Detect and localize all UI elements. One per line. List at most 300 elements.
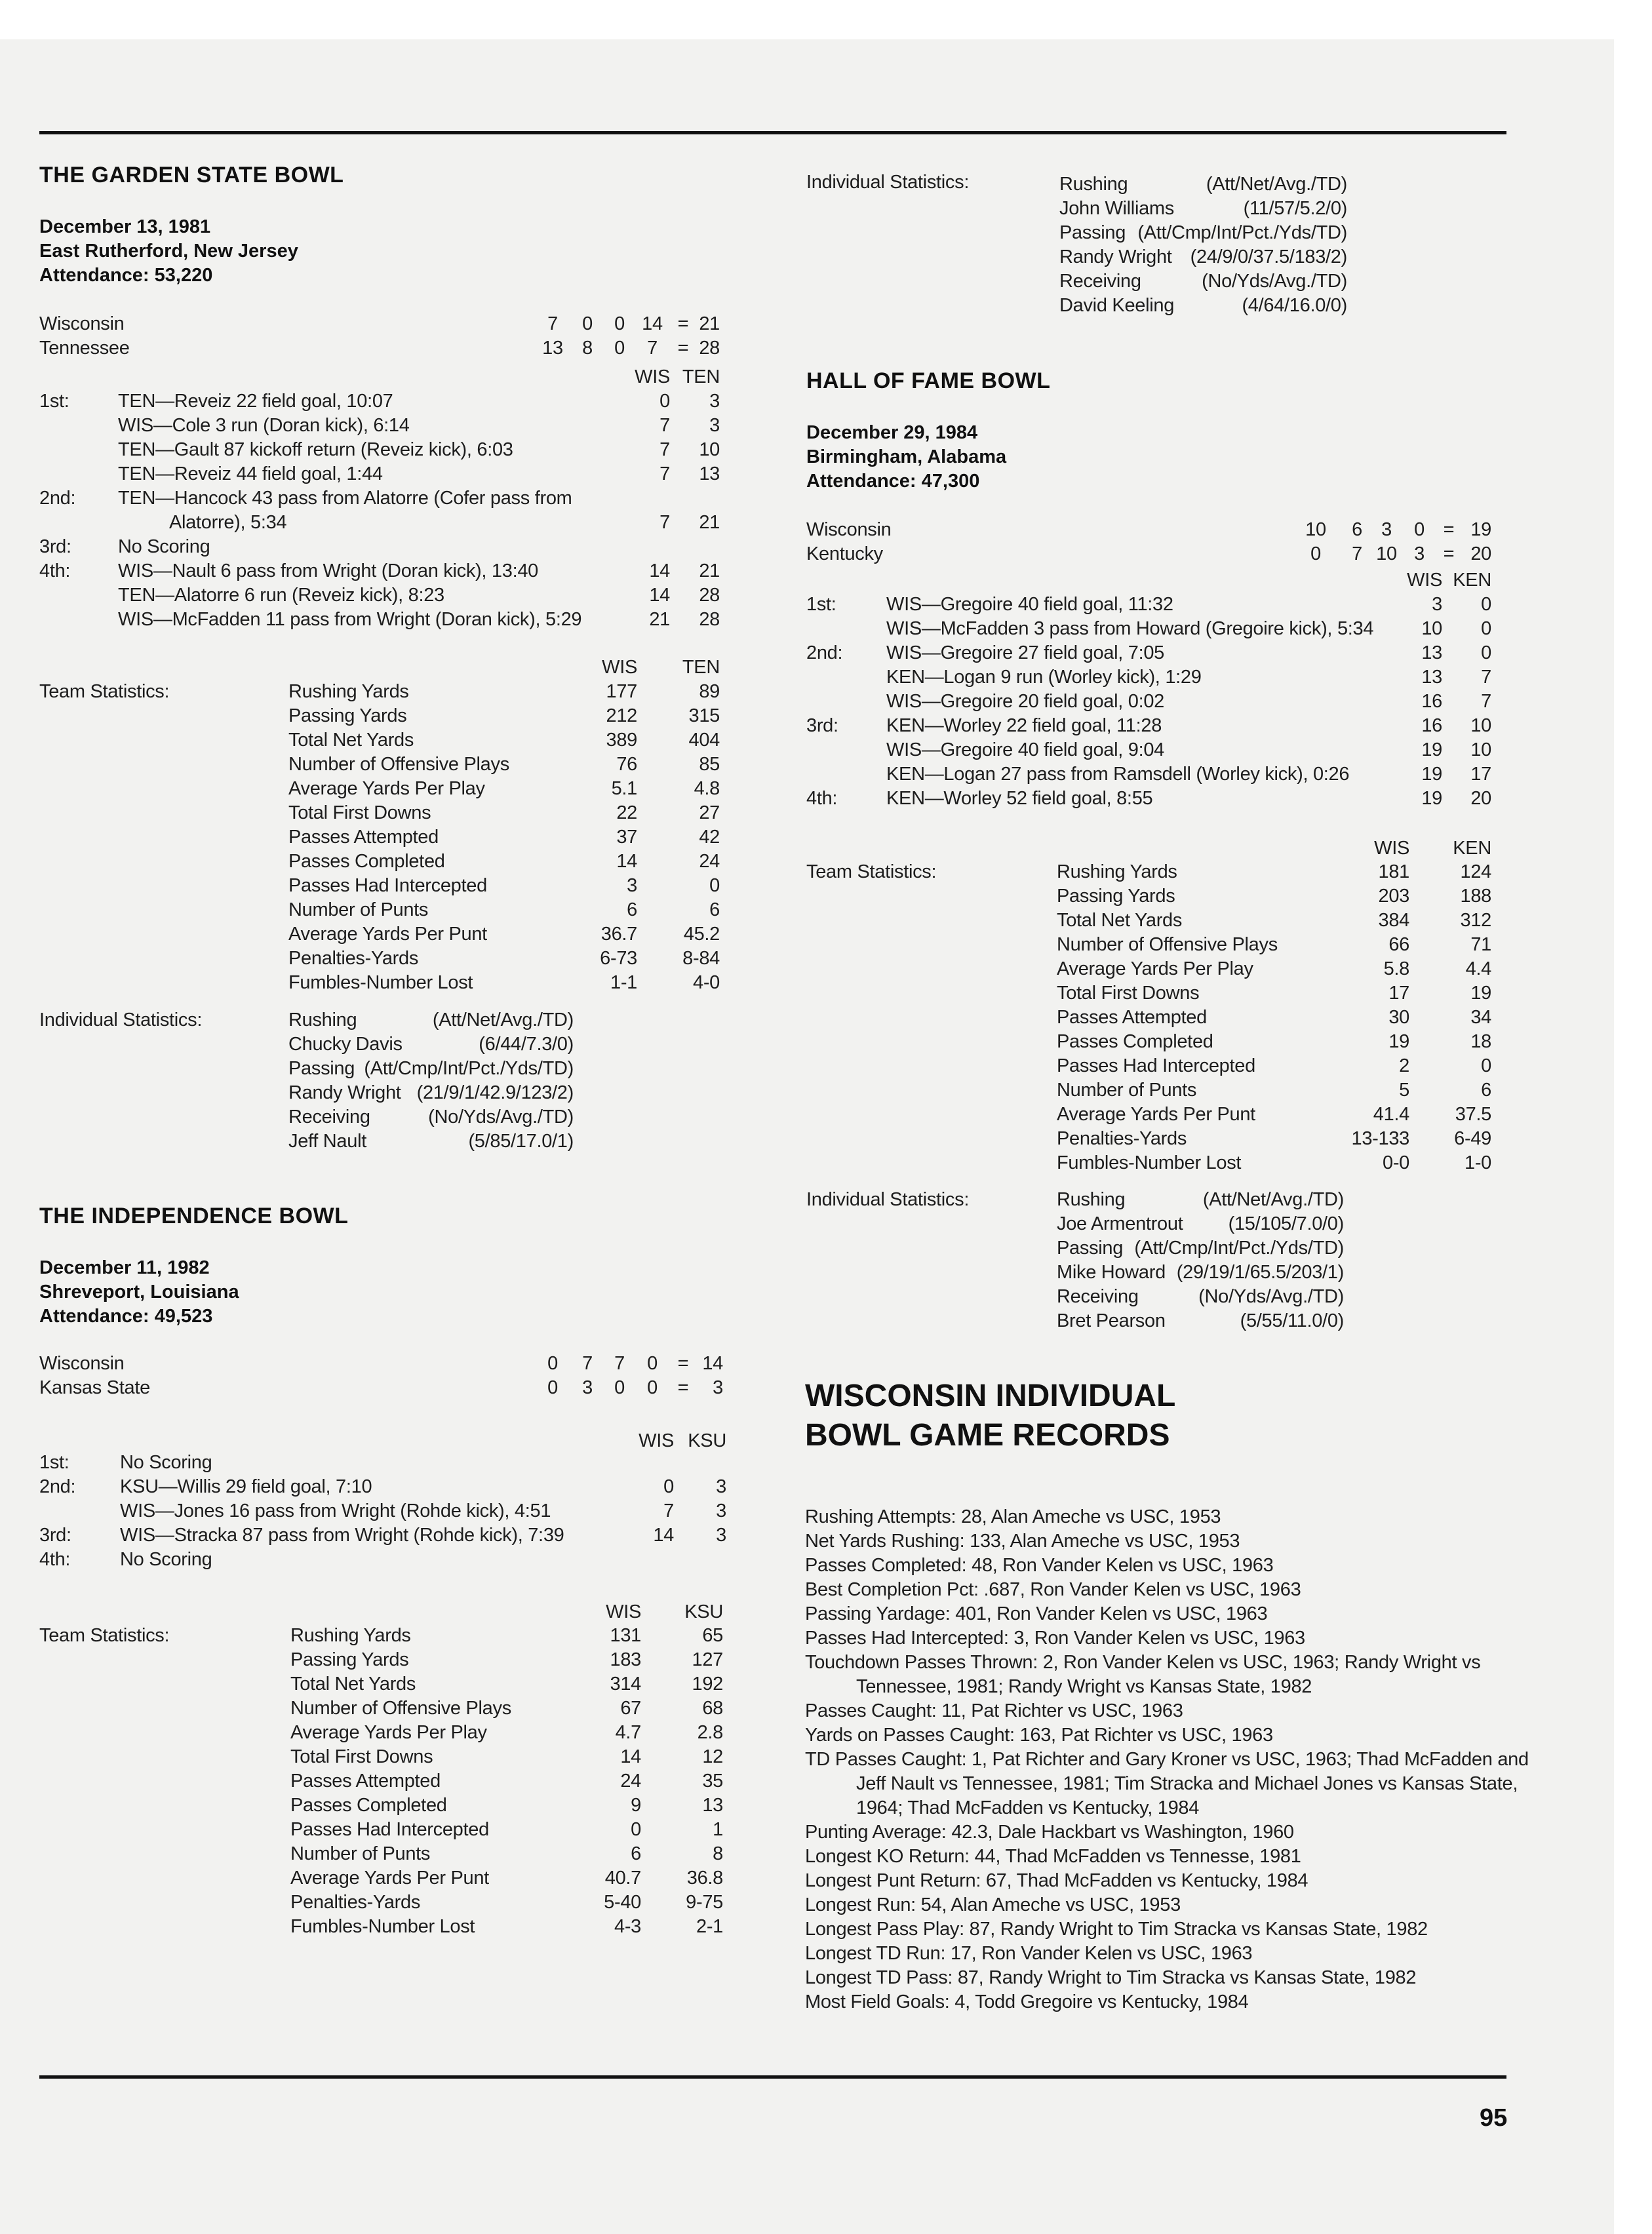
team-stat-away: 24 — [699, 851, 720, 872]
score-quarter-4: 0 — [1414, 519, 1425, 540]
individual-stat-label: Mike Howard — [1057, 1262, 1166, 1283]
individual-statistics-label: Individual Statistics: — [806, 1189, 970, 1210]
score-quarter-3: 7 — [614, 1353, 625, 1374]
record-item: Best Completion Pct: .687, Ron Vander Kelen vs USC, 1963 — [805, 1579, 1301, 1600]
play-description: WIS—Gregoire 40 field goal, 11:32 — [886, 594, 1173, 615]
play-description: WIS—McFadden 11 pass from Wright (Doran kick), 5:29 — [118, 609, 582, 630]
independence-date: December 11, 1982 — [39, 1257, 210, 1278]
score-quarter-1: 0 — [1310, 543, 1321, 564]
play-score-home: 13 — [1421, 667, 1442, 688]
play-period: 3rd: — [39, 1525, 71, 1546]
team-stat-label: Passing Yards — [288, 705, 407, 726]
play-score-away: 10 — [1470, 715, 1491, 736]
play-score-away: 0 — [1481, 618, 1491, 639]
individual-stat-label: Rushing — [1059, 174, 1128, 195]
play-description: TEN—Gault 87 kickoff return (Reveiz kick), 6:03 — [118, 439, 513, 460]
team-stat-home: 30 — [1388, 1007, 1409, 1028]
score-team-name: Wisconsin — [39, 313, 125, 334]
team-stat-label: Penalties-Yards — [1057, 1128, 1187, 1149]
individual-stat-label: Randy Wright — [288, 1082, 401, 1103]
play-period: 3rd: — [39, 536, 71, 557]
team-stat-label: Rushing Yards — [288, 681, 409, 702]
column-header-away: KEN — [1453, 570, 1491, 591]
individual-stat-value: (Att/Cmp/Int/Pct./Yds/TD) — [364, 1058, 574, 1079]
play-score-away: 7 — [1481, 691, 1491, 712]
stats-header-away: KSU — [684, 1601, 723, 1622]
score-quarter-1: 10 — [1305, 519, 1326, 540]
team-stat-label: Passes Had Intercepted — [288, 875, 487, 896]
garden-location: East Rutherford, New Jersey — [39, 241, 298, 262]
play-description: TEN—Reveiz 44 field goal, 1:44 — [118, 463, 383, 484]
score-team-name: Tennessee — [39, 338, 130, 359]
individual-stat-value: (5/85/17.0/1) — [468, 1131, 574, 1152]
play-score-home: 7 — [659, 439, 670, 460]
play-score-home: 13 — [1421, 642, 1442, 663]
team-stat-home: 14 — [616, 851, 637, 872]
team-stat-home: 40.7 — [604, 1868, 641, 1889]
individual-stat-value: (Att/Net/Avg./TD) — [432, 1009, 574, 1030]
individual-stat-label: Receiving — [1059, 271, 1141, 292]
individual-stat-value: (21/9/1/42.9/123/2) — [416, 1082, 574, 1103]
play-score-home: 0 — [663, 1476, 674, 1497]
play-period: 1st: — [39, 1452, 69, 1473]
play-description: No Scoring — [120, 1549, 212, 1570]
team-stat-label: Average Yards Per Punt — [288, 924, 487, 945]
team-stat-away: 19 — [1470, 983, 1491, 1004]
score-quarter-4: 3 — [1414, 543, 1425, 564]
play-period: 2nd: — [806, 642, 843, 663]
team-stat-home: 24 — [620, 1771, 641, 1792]
play-period: 1st: — [806, 594, 836, 615]
record-item: Passing Yardage: 401, Ron Vander Kelen vs USC, 1963 — [805, 1603, 1268, 1624]
individual-stat-value: (15/105/7.0/0) — [1228, 1213, 1344, 1234]
stats-header-home: WIS — [602, 657, 637, 678]
team-stat-away: 36.8 — [686, 1868, 723, 1889]
team-stat-home: 1-1 — [610, 972, 637, 993]
team-stat-label: Number of Offensive Plays — [288, 754, 509, 775]
team-stat-home: 181 — [1378, 861, 1409, 882]
team-stat-label: Fumbles-Number Lost — [1057, 1152, 1242, 1173]
play-period: 4th: — [806, 788, 838, 809]
score-equals: = — [677, 1377, 689, 1398]
team-stat-label: Fumbles-Number Lost — [288, 972, 473, 993]
play-description: WIS—Cole 3 run (Doran kick), 6:14 — [118, 415, 410, 436]
individual-stat-value: (Att/Cmp/Int/Pct./Yds/TD) — [1137, 222, 1347, 243]
play-score-away: 3 — [709, 415, 720, 436]
score-equals: = — [677, 338, 689, 359]
team-stat-home: 9 — [631, 1795, 641, 1816]
play-score-away: 13 — [699, 463, 720, 484]
score-equals: = — [1443, 543, 1455, 564]
team-statistics-label: Team Statistics: — [806, 861, 937, 882]
team-stat-label: Number of Offensive Plays — [1057, 934, 1278, 955]
team-stat-home: 4-3 — [614, 1916, 641, 1937]
score-quarter-2: 6 — [1352, 519, 1362, 540]
team-stat-label: Average Yards Per Play — [288, 778, 485, 799]
team-stat-home: 0 — [631, 1819, 641, 1840]
record-item: Most Field Goals: 4, Todd Gregoire vs Kentucky, 1984 — [805, 1991, 1249, 2012]
page-top-margin — [0, 0, 1652, 39]
team-stat-home: 6 — [627, 899, 637, 920]
score-quarter-3: 10 — [1376, 543, 1397, 564]
individual-stat-value: (No/Yds/Avg./TD) — [1198, 1286, 1344, 1307]
column-header-home: WIS — [639, 1430, 674, 1451]
team-stat-away: 37.5 — [1455, 1104, 1491, 1125]
record-item: Touchdown Passes Thrown: 2, Ron Vander Kelen vs USC, 1963; Randy Wright vs — [805, 1652, 1481, 1673]
score-quarter-2: 8 — [582, 338, 593, 359]
individual-stat-label: Receiving — [288, 1107, 370, 1127]
score-quarter-2: 3 — [582, 1377, 593, 1398]
play-score-away: 20 — [1470, 788, 1491, 809]
team-stat-home: 19 — [1388, 1031, 1409, 1052]
stats-header-home: WIS — [606, 1601, 641, 1622]
play-score-away: 3 — [709, 391, 720, 412]
team-stat-away: 4.8 — [694, 778, 720, 799]
individual-stat-value: (Att/Net/Avg./TD) — [1206, 174, 1347, 195]
bottom-rule — [39, 2075, 1506, 2079]
record-item: Longest Punt Return: 67, Thad McFadden vs Kentucky, 1984 — [805, 1870, 1308, 1891]
stats-header-home: WIS — [1374, 838, 1409, 859]
team-stat-label: Number of Punts — [1057, 1080, 1197, 1101]
team-stat-away: 85 — [699, 754, 720, 775]
play-score-away: 7 — [1481, 667, 1491, 688]
individual-stat-label: Passing — [1059, 222, 1126, 243]
play-description: Alatorre), 5:34 — [169, 512, 287, 533]
team-stat-home: 13-133 — [1351, 1128, 1409, 1149]
score-quarter-2: 7 — [1352, 543, 1362, 564]
score-total: 28 — [699, 338, 720, 359]
play-description: KSU—Willis 29 field goal, 7:10 — [120, 1476, 372, 1497]
team-stat-label: Passing Yards — [290, 1649, 409, 1670]
team-stat-away: 0 — [709, 875, 720, 896]
individual-stat-label: David Keeling — [1059, 295, 1175, 316]
team-stat-label: Average Yards Per Punt — [290, 1868, 489, 1889]
team-stat-home: 36.7 — [600, 924, 637, 945]
team-stat-label: Average Yards Per Play — [1057, 958, 1253, 979]
team-stat-away: 35 — [702, 1771, 723, 1792]
team-stat-away: 9-75 — [686, 1892, 723, 1913]
individual-stat-label: Randy Wright — [1059, 246, 1172, 267]
column-header-home: WIS — [635, 366, 670, 387]
play-score-away: 21 — [699, 560, 720, 581]
play-score-away: 10 — [699, 439, 720, 460]
play-description: KEN—Logan 9 run (Worley kick), 1:29 — [886, 667, 1202, 688]
team-stat-away: 13 — [702, 1795, 723, 1816]
team-stat-away: 4-0 — [692, 972, 720, 993]
record-item-continued: Tennessee, 1981; Randy Wright vs Kansas State, 1982 — [856, 1676, 1312, 1697]
play-score-home: 7 — [659, 512, 670, 533]
team-stat-away: 42 — [699, 827, 720, 848]
stats-header-away: TEN — [682, 657, 720, 678]
play-description: WIS—Gregoire 20 field goal, 0:02 — [886, 691, 1165, 712]
team-stat-label: Total First Downs — [290, 1746, 433, 1767]
individual-statistics-label: Individual Statistics: — [39, 1009, 203, 1030]
play-description: WIS—McFadden 3 pass from Howard (Gregoire kick), 5:34 — [886, 618, 1374, 639]
team-stat-home: 3 — [627, 875, 637, 896]
play-score-away: 3 — [716, 1525, 726, 1546]
score-team-name: Kentucky — [806, 543, 883, 564]
individual-stat-label: Rushing — [1057, 1189, 1126, 1210]
play-score-home: 7 — [663, 1500, 674, 1521]
play-score-home: 14 — [649, 560, 670, 581]
team-stat-home: 66 — [1388, 934, 1409, 955]
individual-stat-value: (4/64/16.0/0) — [1242, 295, 1347, 316]
team-stat-label: Passes Had Intercepted — [1057, 1055, 1255, 1076]
team-stat-label: Passes Had Intercepted — [290, 1819, 489, 1840]
score-quarter-1: 0 — [547, 1377, 558, 1398]
play-score-home: 19 — [1421, 764, 1442, 785]
team-stat-away: 2.8 — [697, 1722, 723, 1743]
team-stat-label: Passing Yards — [1057, 886, 1175, 907]
play-score-home: 16 — [1421, 691, 1442, 712]
score-quarter-2: 7 — [582, 1353, 593, 1374]
record-item: Net Yards Rushing: 133, Alan Ameche vs USC, 1953 — [805, 1531, 1240, 1552]
play-score-home: 7 — [659, 463, 670, 484]
record-item: TD Passes Caught: 1, Pat Richter and Gary Kroner vs USC, 1963; Thad McFadden and — [805, 1749, 1529, 1770]
play-period: 1st: — [39, 391, 69, 412]
garden-attendance: Attendance: 53,220 — [39, 265, 213, 286]
play-description: KEN—Logan 27 pass from Ramsdell (Worley kick), 0:26 — [886, 764, 1350, 785]
individual-stat-value: (24/9/0/37.5/183/2) — [1190, 246, 1347, 267]
play-period: 4th: — [39, 560, 71, 581]
team-stat-home: 183 — [610, 1649, 641, 1670]
score-quarter-1: 0 — [547, 1353, 558, 1374]
team-stat-label: Penalties-Yards — [290, 1892, 421, 1913]
team-stat-away: 71 — [1470, 934, 1491, 955]
play-period: 2nd: — [39, 1476, 76, 1497]
score-quarter-4: 7 — [647, 338, 658, 359]
team-stat-home: 314 — [610, 1674, 641, 1695]
team-stat-label: Average Yards Per Play — [290, 1722, 487, 1743]
team-stat-home: 5.8 — [1383, 958, 1409, 979]
team-stat-label: Number of Punts — [288, 899, 429, 920]
team-stat-away: 6 — [1481, 1080, 1491, 1101]
play-period: 2nd: — [39, 488, 76, 509]
play-score-home: 14 — [653, 1525, 674, 1546]
individual-stat-label: Rushing — [288, 1009, 357, 1030]
team-stat-home: 37 — [616, 827, 637, 848]
play-score-away: 28 — [699, 585, 720, 606]
team-stat-away: 68 — [702, 1698, 723, 1719]
individual-stat-value: (No/Yds/Avg./TD) — [428, 1107, 574, 1127]
individual-statistics-label: Individual Statistics: — [806, 172, 970, 193]
score-quarter-1: 13 — [542, 338, 563, 359]
play-score-away: 3 — [716, 1500, 726, 1521]
team-stat-label: Passes Completed — [288, 851, 445, 872]
score-quarter-1: 7 — [547, 313, 558, 334]
play-description: WIS—Gregoire 27 field goal, 7:05 — [886, 642, 1165, 663]
team-stat-away: 192 — [692, 1674, 723, 1695]
team-stat-away: 8-84 — [682, 948, 720, 969]
team-stat-label: Average Yards Per Punt — [1057, 1104, 1255, 1125]
play-score-home: 16 — [1421, 715, 1442, 736]
team-stat-away: 18 — [1470, 1031, 1491, 1052]
play-score-home: 10 — [1421, 618, 1442, 639]
record-item: Punting Average: 42.3, Dale Hackbart vs Washington, 1960 — [805, 1822, 1294, 1843]
stats-header-away: KEN — [1453, 838, 1491, 859]
team-stat-away: 2-1 — [696, 1916, 723, 1937]
play-description: WIS—Stracka 87 pass from Wright (Rohde kick), 7:39 — [120, 1525, 564, 1546]
record-item: Longest KO Return: 44, Thad McFadden vs Tennesse, 1981 — [805, 1846, 1301, 1867]
score-quarter-3: 3 — [1381, 519, 1392, 540]
play-score-home: 0 — [659, 391, 670, 412]
score-team-name: Kansas State — [39, 1377, 150, 1398]
team-stat-home: 5-40 — [604, 1892, 641, 1913]
team-stat-away: 34 — [1470, 1007, 1491, 1028]
team-stat-label: Passes Attempted — [288, 827, 439, 848]
score-total: 3 — [713, 1377, 723, 1398]
play-description: WIS—Gregoire 40 field goal, 9:04 — [886, 739, 1165, 760]
play-score-away: 10 — [1470, 739, 1491, 760]
individual-stat-label: Bret Pearson — [1057, 1310, 1166, 1331]
halloffame-attendance: Attendance: 47,300 — [806, 471, 980, 492]
record-item: Longest Pass Play: 87, Randy Wright to Tim Stracka vs Kansas State, 1982 — [805, 1919, 1428, 1940]
team-statistics-label: Team Statistics: — [39, 1625, 170, 1646]
play-description: WIS—Nault 6 pass from Wright (Doran kick), 13:40 — [118, 560, 538, 581]
page-right-margin — [1614, 39, 1652, 2234]
records-title-line2: BOWL GAME RECORDS — [805, 1418, 1170, 1453]
team-stat-home: 177 — [606, 681, 637, 702]
page-number: 95 — [1480, 2104, 1508, 2132]
team-stat-label: Passes Attempted — [290, 1771, 441, 1792]
independence-attendance: Attendance: 49,523 — [39, 1306, 213, 1327]
record-item: Longest Run: 54, Alan Ameche vs USC, 1953 — [805, 1894, 1181, 1915]
team-stat-home: 41.4 — [1373, 1104, 1409, 1125]
score-equals: = — [677, 313, 689, 334]
play-description: No Scoring — [118, 536, 210, 557]
halloffame-location: Birmingham, Alabama — [806, 446, 1007, 467]
score-quarter-3: 0 — [614, 313, 625, 334]
play-score-home: 19 — [1421, 788, 1442, 809]
independence-location: Shreveport, Louisiana — [39, 1282, 239, 1303]
team-stat-home: 212 — [606, 705, 637, 726]
team-stat-home: 203 — [1378, 886, 1409, 907]
team-stat-label: Passes Attempted — [1057, 1007, 1207, 1028]
play-score-home: 19 — [1421, 739, 1442, 760]
column-header-away: TEN — [682, 366, 720, 387]
score-quarter-2: 0 — [582, 313, 593, 334]
team-stat-away: 6-49 — [1454, 1128, 1491, 1149]
team-stat-away: 124 — [1460, 861, 1491, 882]
team-stat-home: 6-73 — [600, 948, 637, 969]
individual-stat-value: (11/57/5.2/0) — [1243, 198, 1347, 219]
team-stat-label: Passes Completed — [1057, 1031, 1213, 1052]
records-title-line1: WISCONSIN INDIVIDUAL — [805, 1379, 1176, 1413]
team-stat-label: Rushing Yards — [1057, 861, 1177, 882]
score-total: 19 — [1470, 519, 1491, 540]
play-description: No Scoring — [120, 1452, 212, 1473]
score-quarter-4: 14 — [642, 313, 663, 334]
score-team-name: Wisconsin — [39, 1353, 125, 1374]
team-statistics-label: Team Statistics: — [39, 681, 170, 702]
play-score-home: 21 — [649, 609, 670, 630]
individual-stat-label: Passing — [1057, 1238, 1124, 1259]
team-stat-away: 312 — [1460, 910, 1491, 931]
individual-stat-label: Chucky Davis — [288, 1034, 403, 1055]
individual-stat-value: (5/55/11.0/0) — [1240, 1310, 1344, 1331]
record-item-continued: 1964; Thad McFadden vs Kentucky, 1984 — [856, 1797, 1200, 1818]
score-quarter-4: 0 — [647, 1353, 658, 1374]
individual-stat-value: (29/19/1/65.5/203/1) — [1176, 1262, 1344, 1283]
play-score-away: 0 — [1481, 594, 1491, 615]
play-period: 4th: — [39, 1549, 71, 1570]
record-item: Passes Caught: 11, Pat Richter vs USC, 1963 — [805, 1700, 1183, 1721]
score-equals: = — [677, 1353, 689, 1374]
independence-title: THE INDEPENDENCE BOWL — [39, 1204, 349, 1228]
individual-stat-value: (Att/Net/Avg./TD) — [1202, 1189, 1344, 1210]
team-stat-home: 14 — [620, 1746, 641, 1767]
team-stat-away: 45.2 — [683, 924, 720, 945]
score-quarter-4: 0 — [647, 1377, 658, 1398]
play-description: KEN—Worley 52 field goal, 8:55 — [886, 788, 1153, 809]
individual-stat-label: Receiving — [1057, 1286, 1139, 1307]
team-stat-label: Total Net Yards — [288, 730, 414, 751]
individual-stat-value: (6/44/7.3/0) — [479, 1034, 574, 1055]
score-total: 14 — [702, 1353, 723, 1374]
team-stat-away: 315 — [688, 705, 720, 726]
halloffame-title: HALL OF FAME BOWL — [806, 368, 1051, 393]
team-stat-home: 67 — [620, 1698, 641, 1719]
play-score-away: 17 — [1470, 764, 1491, 785]
play-score-home: 7 — [659, 415, 670, 436]
team-stat-home: 131 — [610, 1625, 641, 1646]
play-score-away: 21 — [699, 512, 720, 533]
play-description: TEN—Alatorre 6 run (Reveiz kick), 8:23 — [118, 585, 444, 606]
record-item-continued: Jeff Nault vs Tennessee, 1981; Tim Stracka and Michael Jones vs Kansas State, — [856, 1773, 1518, 1794]
individual-stat-value: (Att/Cmp/Int/Pct./Yds/TD) — [1134, 1238, 1344, 1259]
team-stat-home: 76 — [616, 754, 637, 775]
team-stat-away: 1-0 — [1464, 1152, 1491, 1173]
individual-stat-label: Passing — [288, 1058, 355, 1079]
team-stat-away: 188 — [1460, 886, 1491, 907]
score-total: 20 — [1470, 543, 1491, 564]
team-stat-away: 0 — [1481, 1055, 1491, 1076]
record-item: Longest TD Run: 17, Ron Vander Kelen vs USC, 1963 — [805, 1943, 1253, 1964]
score-equals: = — [1443, 519, 1455, 540]
play-score-away: 0 — [1481, 642, 1491, 663]
team-stat-label: Number of Punts — [290, 1843, 431, 1864]
garden-date: December 13, 1981 — [39, 216, 211, 237]
team-stat-away: 27 — [699, 802, 720, 823]
team-stat-away: 404 — [688, 730, 720, 751]
team-stat-home: 22 — [616, 802, 637, 823]
play-description: TEN—Reveiz 22 field goal, 10:07 — [118, 391, 393, 412]
team-stat-label: Rushing Yards — [290, 1625, 411, 1646]
record-item: Passes Had Intercepted: 3, Ron Vander Kelen vs USC, 1963 — [805, 1628, 1305, 1649]
individual-stat-value: (No/Yds/Avg./TD) — [1202, 271, 1347, 292]
team-stat-label: Passes Completed — [290, 1795, 447, 1816]
team-stat-away: 6 — [709, 899, 720, 920]
team-stat-label: Total Net Yards — [290, 1674, 416, 1695]
team-stat-away: 8 — [713, 1843, 723, 1864]
play-score-home: 3 — [1432, 594, 1442, 615]
record-item: Passes Completed: 48, Ron Vander Kelen vs USC, 1963 — [805, 1555, 1274, 1576]
team-stat-home: 17 — [1388, 983, 1409, 1004]
halloffame-date: December 29, 1984 — [806, 422, 978, 443]
play-description: KEN—Worley 22 field goal, 11:28 — [886, 715, 1162, 736]
team-stat-away: 65 — [702, 1625, 723, 1646]
team-stat-away: 12 — [702, 1746, 723, 1767]
team-stat-home: 389 — [606, 730, 637, 751]
team-stat-away: 1 — [713, 1819, 723, 1840]
team-stat-home: 0-0 — [1382, 1152, 1409, 1173]
team-stat-home: 6 — [631, 1843, 641, 1864]
team-stat-home: 384 — [1378, 910, 1409, 931]
play-score-home: 14 — [649, 585, 670, 606]
team-stat-away: 127 — [692, 1649, 723, 1670]
team-stat-home: 5.1 — [611, 778, 637, 799]
team-stat-label: Penalties-Yards — [288, 948, 419, 969]
